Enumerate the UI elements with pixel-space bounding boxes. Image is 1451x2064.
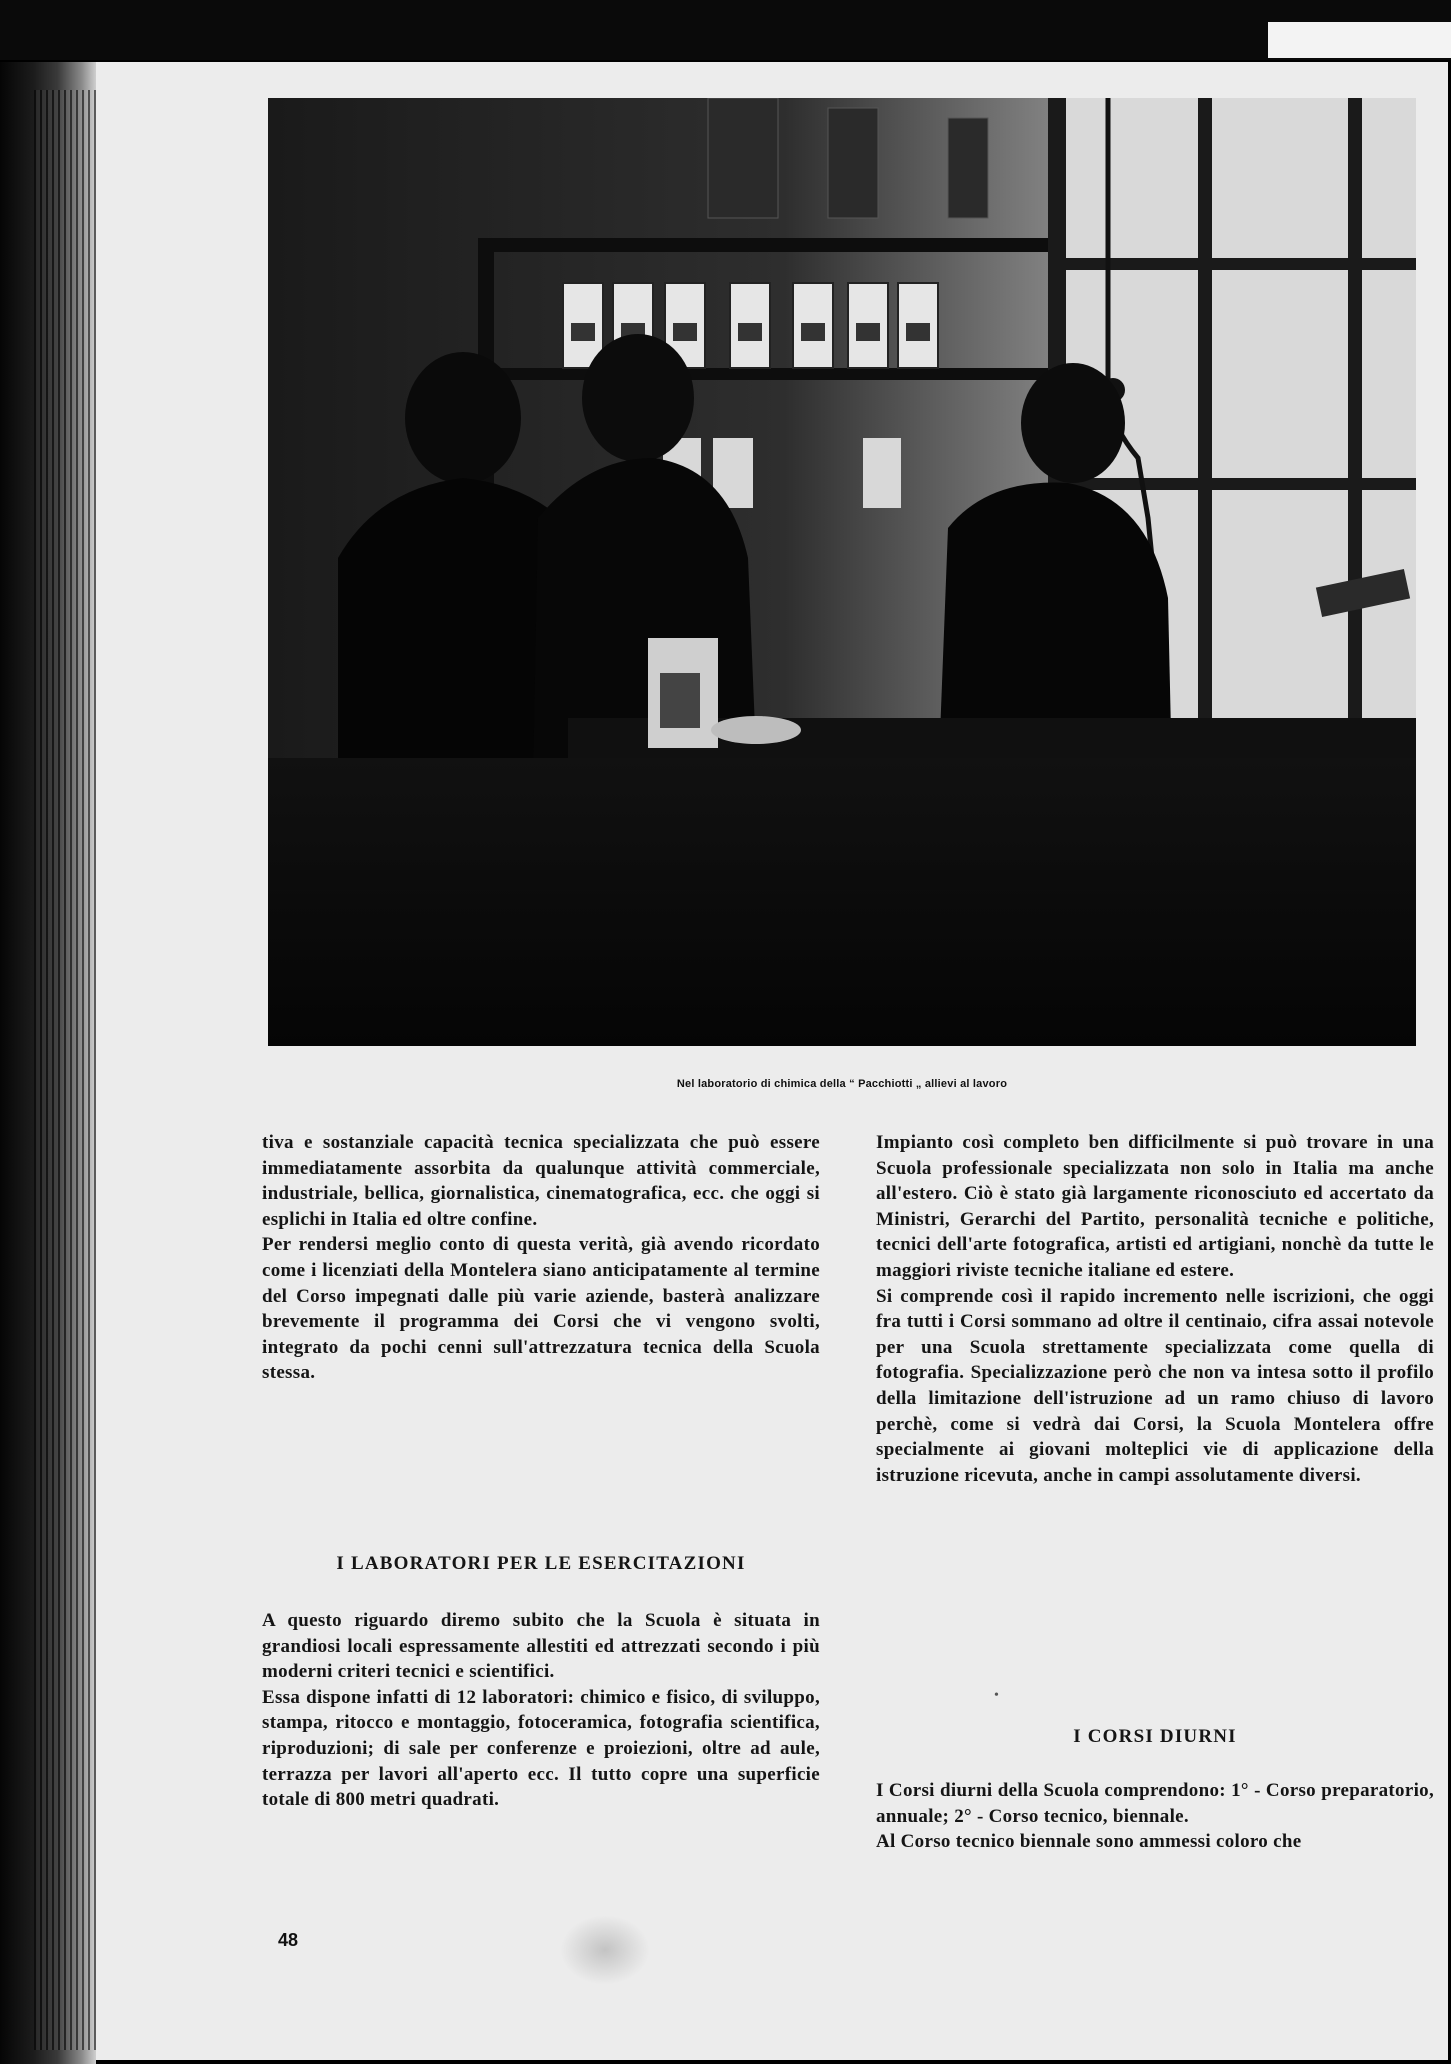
right-paragraph-2: Si comprende così il rapido incremento nelle iscrizioni, che oggi fra tutti i Corsi sommano ad oltre il centinaio, cifra assai notevole per una Scuola strettamente specializzata come quella di fotografia. Specializzazione però che non va intesa sotto il profilo della limitazione dell'istruzione ad un ramo chiuso di lavoro perchè, come si vedrà dai Corsi, la Scuola Montelera offre specialmente ai giovani molteplici vie di applicazione della istruzione ricevuta, anche in campi assolutamente diversi. [876, 1285, 1434, 1486]
left-paragraph-2: Per rendersi meglio conto di questa verità, già avendo ricordato come i licenziati della Montelera siano anticipatamente al termine del Corso impegnati dalle più varie aziende, basterà analizzare brevemente il programma dei Corsi che vi vengono svolti, integrato da pochi cenni sull'attrezzatura tecnica della Scuola stessa. [262, 1234, 820, 1384]
section-heading-laboratori: I LABORATORI PER LE ESERCITAZIONI [336, 1553, 746, 1574]
bullet-dot: • [994, 1688, 999, 1703]
right-column-top [876, 1130, 1434, 1488]
right-column-bottom [876, 1778, 1434, 1855]
scan-top-edge [0, 0, 1451, 60]
photo-laboratory-icon [268, 98, 1416, 1046]
left-paragraph-3: A questo riguardo diremo subito che la Scuola è situata in grandiosi locali espressamente allestiti ed attrezzati secondo i più moderni criteri tecnici e scientifici. [262, 1610, 820, 1683]
scan-paper-strip [1268, 22, 1451, 58]
page-stack-edges [34, 90, 96, 2050]
photo-caption: Nel laboratorio di chimica della “ Pacchiotti „ allievi al lavoro [676, 1078, 1008, 1090]
left-column-bottom [262, 1608, 820, 1813]
right-paragraph-4: Al Corso tecnico biennale sono ammessi coloro che [876, 1831, 1302, 1853]
left-paragraph-1: tiva e sostanziale capacità tecnica specializzata che può essere immediatamente assorbita da qualunque attività commerciale, industriale, bellica, giornalistica, cinematografica, ecc. che oggi si esplichi in Italia ed oltre confine. [262, 1132, 820, 1230]
page-number: 48 [278, 1930, 299, 1950]
left-paragraph-4: Essa dispone infatti di 12 laboratori: chimico e fisico, di sviluppo, stampa, ritocco e montaggio, fotoceramica, fotografia scientifica, riproduzioni; di sale per conferenze e proiezioni, oltre ad aule, terrazza per lavori all'aperto ecc. Il tutto copre una superficie totale di 800 metri quadrati. [262, 1686, 820, 1811]
section-heading-corsi-diurni: I CORSI DIURNI [1073, 1726, 1237, 1747]
right-paragraph-1: Impianto così completo ben difficilmente si può trovare in una Scuola professionale specializzata non solo in Italia ma anche all'estero. Ciò è stato già largamente riconosciuto ed accertato da Ministri, Gerarchi del Partito, personalità tecniche e politiche, tecnici dell'arte fotografica, artisti ed artigiani, nonchè da tutte le maggiori riviste tecniche italiane ed estere. [876, 1132, 1434, 1281]
ink-smudge [560, 1915, 650, 1985]
left-column-top [262, 1130, 820, 1386]
right-paragraph-3: I Corsi diurni della Scuola comprendono: 1° - Corso preparatorio, annuale; 2° - Corso tecnico, biennale. [876, 1780, 1434, 1827]
laboratory-photo [268, 98, 1416, 1046]
